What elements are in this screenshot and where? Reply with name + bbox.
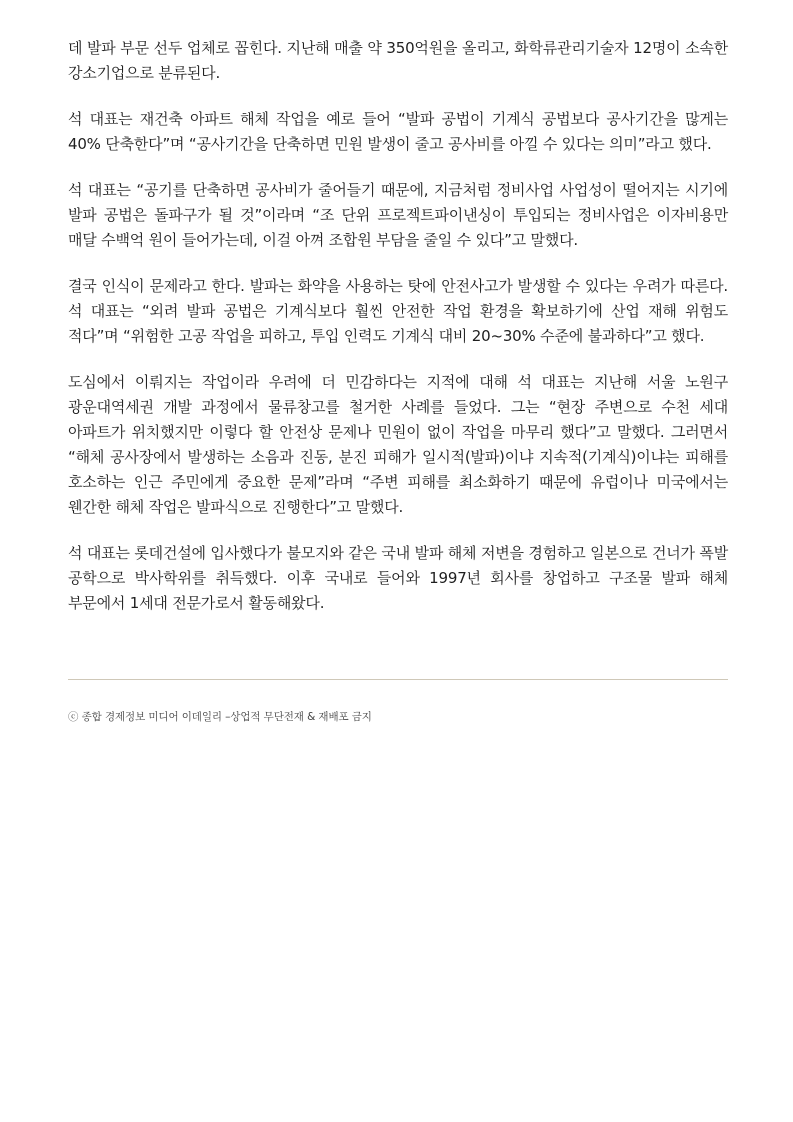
- article-paragraph-4: 결국 인식이 문제라고 한다. 발파는 화약을 사용하는 탓에 안전사고가 발생할 수 있다는 우려가 따른다. 석 대표는 “외려 발파 공법은 기계식보다 훨씬 안전한 작업 환경을 확보하기에 산업 재해 위험도 적다”며 “위험한 고공 작업을 피하고, 투입 인력도 기계식 대비 20~30% 수준에 불과하다”고 했다.: [68, 277, 728, 345]
- article-body: [68, 36, 728, 637]
- copyright-notice: ⓒ 종합 경제정보 미디어 이데일리 –상업적 무단전재 & 재배포 금지: [68, 711, 372, 723]
- article-paragraph-6: 석 대표는 롯데건설에 입사했다가 불모지와 같은 국내 발파 해체 저변을 경험하고 일본으로 건너가 폭발 공학으로 박사학위를 취득했다. 이후 국내로 들어와 1997년 회사를 창업하고 구조물 발파 해체 부문에서 1세대 전문가로서 활동해왔다.: [68, 544, 728, 612]
- article-paragraph-2: 석 대표는 재건축 아파트 해체 작업을 예로 들어 “발파 공법이 기계식 공법보다 공사기간을 많게는 40% 단축한다”며 “공사기간을 단축하면 민원 발생이 줄고 공사비를 아낄 수 있다는 의미”라고 했다.: [68, 110, 728, 153]
- footer-divider: [68, 679, 728, 680]
- article-paragraph-1: 데 발파 부문 선두 업체로 꼽힌다. 지난해 매출 약 350억원을 올리고, 화학류관리기술자 12명이 소속한 강소기업으로 분류된다.: [68, 39, 728, 82]
- article-paragraph-5: 도심에서 이뤄지는 작업이라 우려에 더 민감하다는 지적에 대해 석 대표는 지난해 서울 노원구 광운대역세권 개발 과정에서 물류창고를 철거한 사례를 들었다. 그는 “현장 주변으로 수천 세대 아파트가 위치했지만 이렇다 할 안전상 문제나 민원이 없이 작업을 마무리 했다”고 말했다. 그러면서 “해체 공사장에서 발생하는 소음과 진동, 분진 피해가 일시적(발파)이냐 지속적(기계식)이냐는 피해를 호소하는 인근 주민에게 중요한 문제”라며 “주변 피해를 최소화하기 때문에 유럽이나 미국에서는 웬간한 해체 작업은 발파식으로 진행한다”고 말했다.: [68, 373, 728, 516]
- article-paragraph-3: 석 대표는 “공기를 단축하면 공사비가 줄어들기 때문에, 지금처럼 정비사업 사업성이 떨어지는 시기에 발파 공법은 돌파구가 될 것”이라며 “조 단위 프로젝트파이낸싱이 투입되는 정비사업은 이자비용만 매달 수백억 원이 들어가는데, 이걸 아껴 조합원 부담을 줄일 수 있다”고 말했다.: [68, 181, 728, 249]
